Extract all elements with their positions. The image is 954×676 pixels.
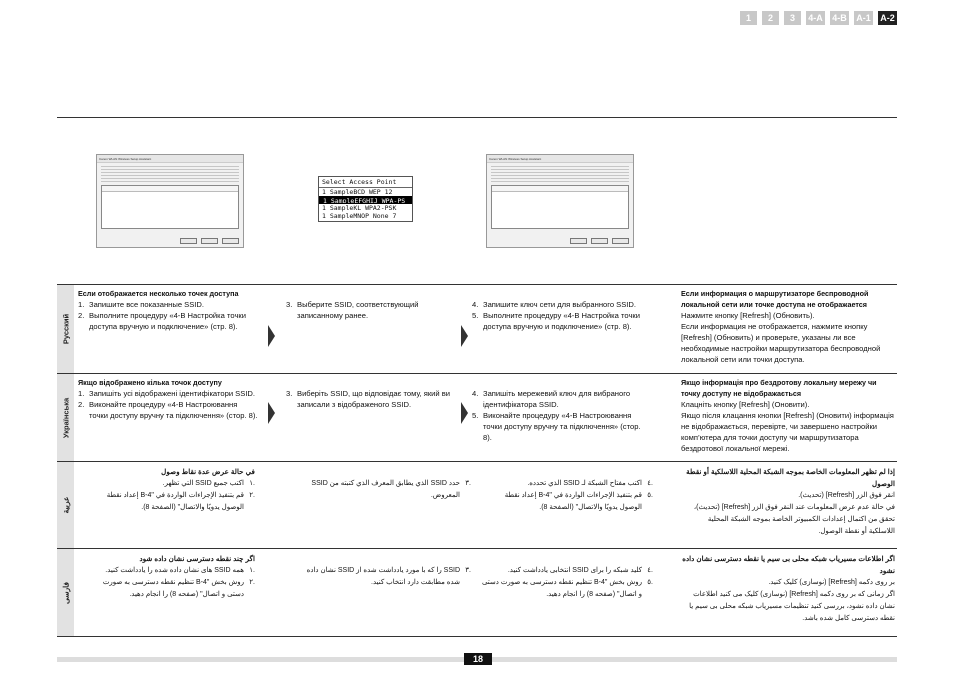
note-text-extra: Якщо після клацання кнопки [Refresh] (Оновити) інформація не відображається, перевірте, чи завершено настройки комп’ютера для точки доступу чи маршрутизатора бездротової локальної мережі. [681,411,894,453]
note-heading: اگر اطلاعات مسیریاب شبکه محلی بی سیم یا نقطه دسترسی نشان داده نشود [682,554,895,575]
step-item: .٥ قم بتنفيذ الإجراءات الواردة في "4-B إعداد نقطة الوصول يدويًا والاتصال" (الصفحة 8). [504,492,653,511]
wizard-screenshot-empty [486,154,634,248]
step-3 [293,478,471,502]
steps-4-5 [481,478,653,514]
header-divider [57,117,897,118]
steps-4-5 [472,299,647,332]
steps-1-2 [87,553,255,601]
step-heading: Якщо відображено кілька точок доступу [78,378,222,387]
step-item: 2. Выполните процедуру «4-B Настройка точки доступа вручную и подключение» (стр. 8). [78,311,246,331]
nav-tab-4a[interactable]: 4-A [806,11,825,25]
steps-1-2 [78,288,258,332]
note-heading: إذا لم تظهر المعلومات الخاصة بموجه الشبكة المحلية اللاسلكية أو نقطة الوصول [686,467,895,488]
step-heading: في حالة عرض عدة نقاط وصول [161,467,255,476]
ap-list-header: Select Access Point [319,177,412,188]
wizard-title: Canon WLAN Wireless Setup Assistant [487,155,633,163]
nav-tab-1[interactable]: 1 [740,11,757,25]
step-item: 5. Виконайте процедуру «4-B Настроювання точки доступу вручну та підключення» (стор. 8). [472,411,641,442]
row-ukrainian [57,373,897,461]
refresh-button [180,238,197,244]
step-item: 3. Выберите SSID, соответствующий записанному ранее. [286,300,419,320]
steps-1-2 [87,466,255,514]
row-russian [57,284,897,373]
step-3 [286,299,461,321]
step-item: .٤ کلید شبکه را برای SSID انتخابی یادداشت کنید. [507,567,653,574]
ap-list-box-empty [491,185,629,229]
steps-4-5 [481,565,653,601]
ap-list-box [101,185,239,229]
step-item: 1. Запишите все показанные SSID. [78,300,204,309]
no-info-note [681,288,895,365]
nav-tab-2[interactable]: 2 [762,11,779,25]
step-heading: Если отображается несколько точек доступа [78,289,239,298]
step-item: .١ همه SSID های نشان داده شده را یادداشت کنید. [105,567,255,574]
no-info-note [681,466,895,538]
row-arabic [57,461,897,548]
language-label: Русский [61,313,70,345]
note-text-extra: Если информация не отображается, нажмите кнопку [Refresh] (Обновить) и проверьте, указаны ли все необходимые настройки маршрутизатора беспроводной локальной сети или точки доступа. [681,322,881,364]
nav-tab-4b[interactable]: 4-B [830,11,849,25]
nav-tab-a2[interactable]: A-2 [878,11,897,25]
ap-list-item: 1 SampleMNOP None 7 [322,212,397,220]
step-item: .٤ اكتب مفتاح الشبكة لـ SSID الذي تحدده. [527,480,653,487]
nav-tab-a1[interactable]: A-1 [854,11,873,25]
language-label: Українська [61,397,70,438]
ap-list-item-selected: 1 SampleEFGHIJ WPA-PS [319,196,412,204]
access-point-list [318,176,413,222]
wizard-title: Canon WLAN Wireless Setup Assistant [97,155,243,163]
step-item: .٢ روش بخش "4-B تنظیم نقطه دسترسی به صورت دستی و اتصال" (صفحه 8) را انجام دهید. [102,579,255,598]
arrow-icon [268,325,275,347]
step-heading: اگر چند نقطه دسترسی نشان داده شود [139,554,255,563]
arrow-icon [461,325,468,347]
note-text: Клацніть кнопку [Refresh] (Оновити). [681,400,810,409]
ap-list-item: 1 SampleKL WPA2-PSK [322,204,397,212]
step-item: 4. Запишіть мережевий ключ для вибраного ідентифікатора SSID. [472,389,631,409]
no-info-note [681,377,895,454]
steps-4-5 [472,388,647,443]
ap-list-item: 1 SampleBCD WEP 12 [322,188,393,196]
note-text: بر روی دکمه [Refresh] (نوسازی) کلیک کنید. [768,579,895,586]
step-item: 1. Запишіть усі відображені ідентифікатори SSID. [78,389,256,398]
step-item: 5. Выполните процедуру «4-B Настройка точки доступа вручную и подключение» (стр. 8). [472,311,640,331]
next-button [201,238,218,244]
step-item: .١ اكتب جميع SSID التي تظهر. [162,480,255,487]
page-number: 18 [464,653,492,665]
step-item: 4. Запишите ключ сети для выбранного SSID. [472,300,637,309]
step-item: .٣ SSID را که با مورد یادداشت شده از SSID نشان داده شده مطابقت دارد انتخاب کنید. [306,567,471,586]
arrow-icon [461,402,468,424]
row-persian [57,548,897,637]
note-heading: Если информация о маршрутизаторе беспроводной локальной сети или точке доступа не отображается [681,289,869,309]
step-item: .٣ حدد SSID الذي يطابق المعرف الذي كتبته من SSID المعروض. [311,480,471,499]
note-text-extra: في حالة عدم عرض المعلومات عند النقر فوق الزر [Refresh] (تحديث)، تحقق من اكتمال إعدادات الكمبيوتر الخاصة بموجه الشبكة المحلية اللاسلكية أو نقطة الوصول. [693,504,895,535]
note-text: Нажмите кнопку [Refresh] (Обновить). [681,311,815,320]
nav-tab-3[interactable]: 3 [784,11,801,25]
step-3 [286,388,461,410]
step-item: 2. Виконайте процедуру «4-B Настроювання точки доступу вручну та підключення» (стор. 8). [78,400,258,420]
next-button [591,238,608,244]
instruction-table [57,284,897,637]
no-info-note [681,553,895,625]
steps-1-2 [78,377,258,421]
note-text: انقر فوق الزر [Refresh] (تحديث). [798,492,895,499]
refresh-button [570,238,587,244]
note-heading: Якщо інформація про бездротову локальну мережу чи точку доступу не відображається [681,378,877,398]
arrow-icon [268,402,275,424]
section-nav [740,11,897,25]
wizard-screenshot-multiple [96,154,244,248]
step-item: .٥ روش بخش "4-B تنظیم نقطه دسترسی به صورت دستی و اتصال" (صفحه 8) را انجام دهید. [481,579,653,598]
step-3 [293,565,471,589]
language-label: فارسی [61,581,70,604]
step-item: 3. Виберіть SSID, що відповідає тому, який ви записали з відображеного SSID. [286,389,451,409]
exit-button [222,238,239,244]
exit-button [612,238,629,244]
note-text-extra: اگر زمانی که بر روی دکمه [Refresh] (نوسازی) کلیک می کنید اطلاعات نشان داده نشود، بررسی کنید تنظیمات مسیریاب شبکه محلی بی سیم یا نقطه دسترسی کامل شده باشد. [689,591,895,622]
step-item: .٢ قم بتنفيذ الإجراءات الواردة في "4-B إعداد نقطة الوصول يدويًا والاتصال" (الصفحة 8). [106,492,255,511]
language-label: عربية [61,496,70,514]
